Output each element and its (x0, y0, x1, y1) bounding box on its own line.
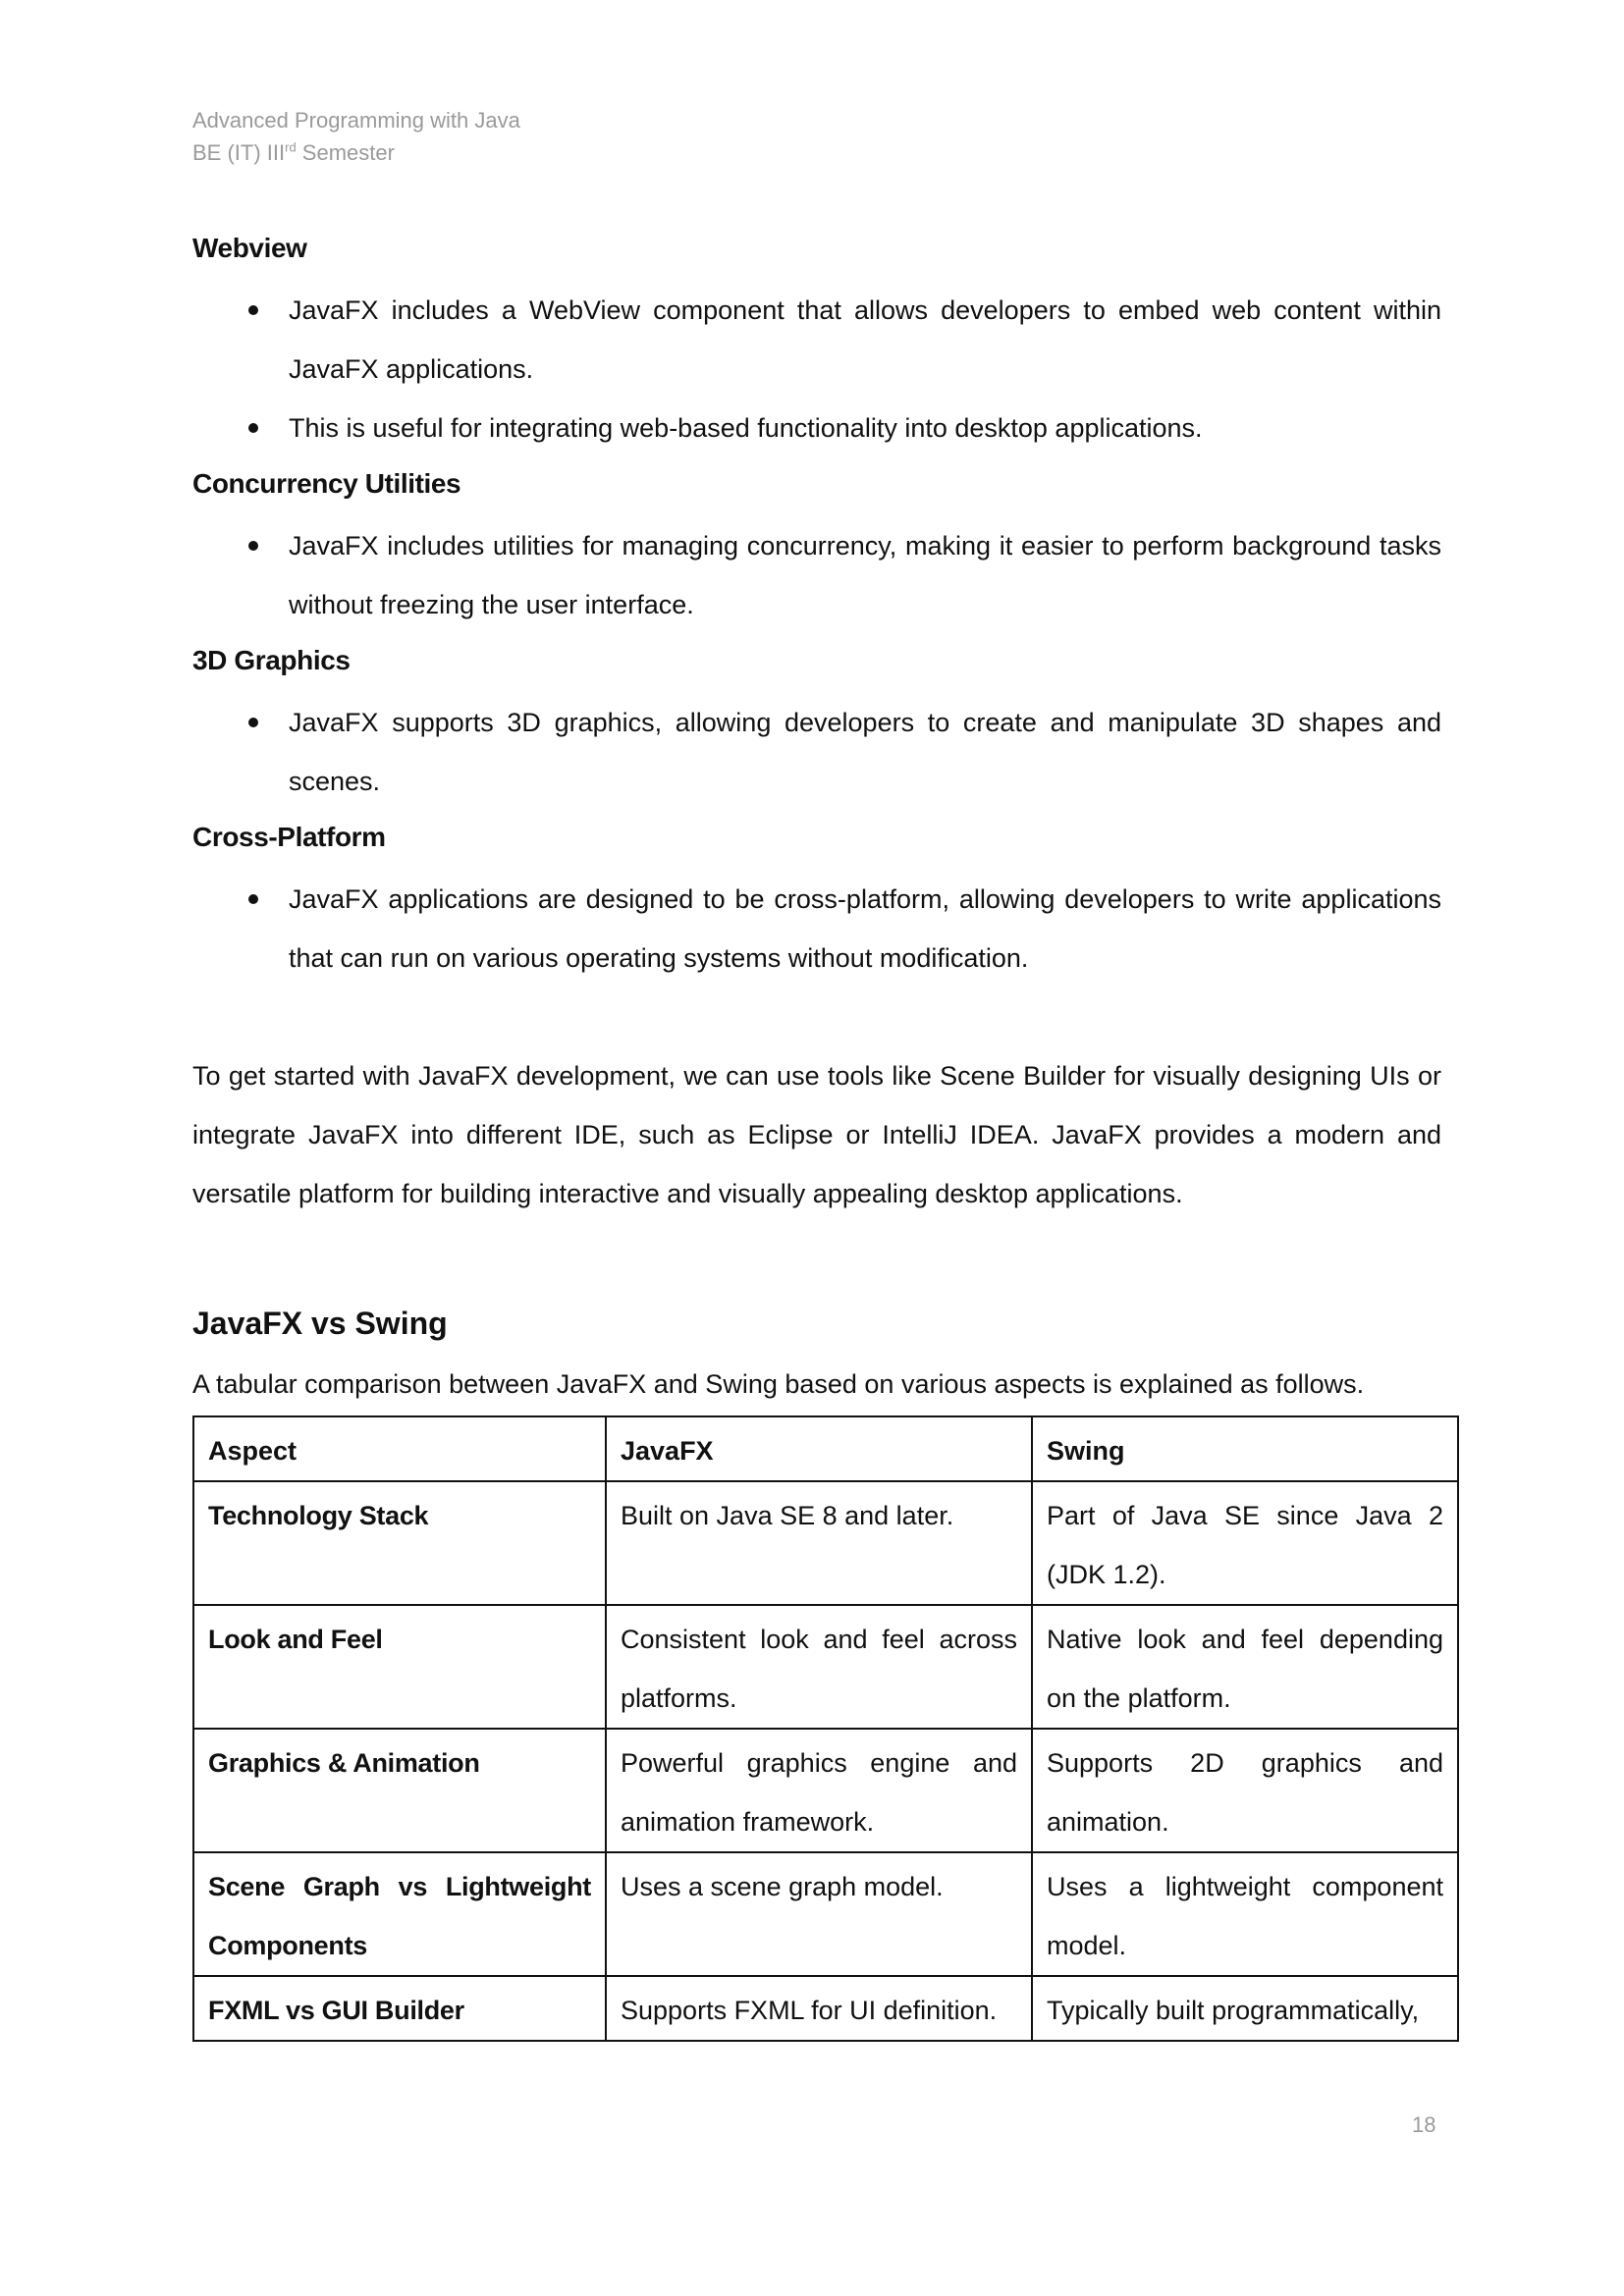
section-heading: Concurrency Utilities (192, 468, 461, 499)
swing-cell: Uses a lightweight component model. (1032, 1852, 1458, 1976)
aspect-cell: FXML vs GUI Builder (193, 1976, 606, 2041)
bullet-item: JavaFX includes a WebView component that allows developers to embed web content within JavaFX applications. (192, 281, 1441, 399)
intro-paragraph: To get started with JavaFX development, we can use tools like Scene Builder for visually designing UIs or integrate JavaFX into different IDE, such as Eclipse or IntelliJ IDEA. JavaFX provides a modern and versatile platform for building interactive and visually appealing desktop applications. (192, 1061, 1441, 1208)
javafx-cell: Built on Java SE 8 and later. (606, 1481, 1032, 1605)
bullet-list (192, 516, 1441, 634)
table-header-row (193, 1416, 1458, 1481)
table-row (193, 1729, 1458, 1852)
section-webview (192, 222, 1441, 457)
javafx-cell: Supports FXML for UI definition. (606, 1976, 1032, 2041)
aspect-cell: Look and Feel (193, 1605, 606, 1729)
aspect-cell: Scene Graph vs Lightweight Components (193, 1852, 606, 1976)
section-3d-graphics (192, 634, 1441, 811)
table-row (193, 1605, 1458, 1729)
javafx-cell: Uses a scene graph model. (606, 1852, 1032, 1976)
javafx-cell: Consistent look and feel across platforms. (606, 1605, 1032, 1729)
aspect-cell: Technology Stack (193, 1481, 606, 1605)
comparison-table (192, 1415, 1459, 2042)
header-cell-swing: Swing (1032, 1416, 1458, 1481)
class-suffix: Semester (296, 140, 395, 165)
class-semester (192, 136, 520, 169)
section-heading: Webview (192, 233, 307, 263)
page-number: 18 (1412, 2112, 1436, 2137)
swing-cell: Part of Java SE since Java 2 (JDK 1.2). (1032, 1481, 1458, 1605)
bullet-list (192, 693, 1441, 811)
running-header (192, 104, 520, 169)
aspect-cell: Graphics & Animation (193, 1729, 606, 1852)
comparison-title: JavaFX vs Swing (192, 1306, 448, 1341)
section-heading: Cross-Platform (192, 822, 386, 852)
swing-cell: Typically built programmatically, (1032, 1976, 1458, 2041)
section-concurrency (192, 457, 1441, 634)
bullet-list (192, 870, 1441, 988)
swing-cell: Native look and feel depending on the platform. (1032, 1605, 1458, 1729)
table-row (193, 1976, 1458, 2041)
table-row (193, 1852, 1458, 1976)
table-row (193, 1481, 1458, 1605)
comparison-intro: A tabular comparison between JavaFX and Swing based on various aspects is explained as follows. (192, 1369, 1365, 1399)
bullet-item: This is useful for integrating web-based functionality into desktop applications. (192, 399, 1441, 457)
page-content (192, 222, 1441, 2042)
section-cross-platform (192, 811, 1441, 988)
class-superscript: rd (285, 139, 297, 155)
javafx-cell: Powerful graphics engine and animation framework. (606, 1729, 1032, 1852)
bullet-item: JavaFX applications are designed to be cross-platform, allowing developers to write applications that can run on various operating systems without modification. (192, 870, 1441, 988)
section-heading: 3D Graphics (192, 645, 351, 675)
class-prefix: BE (IT) III (192, 140, 286, 165)
swing-cell: Supports 2D graphics and animation. (1032, 1729, 1458, 1852)
bullet-item: JavaFX includes utilities for managing concurrency, making it easier to perform background tasks without freezing the user interface. (192, 516, 1441, 634)
course-title: Advanced Programming with Java (192, 108, 520, 133)
bullet-list (192, 281, 1441, 457)
bullet-item: JavaFX supports 3D graphics, allowing developers to create and manipulate 3D shapes and scenes. (192, 693, 1441, 811)
header-cell-aspect: Aspect (193, 1416, 606, 1481)
header-cell-javafx: JavaFX (606, 1416, 1032, 1481)
